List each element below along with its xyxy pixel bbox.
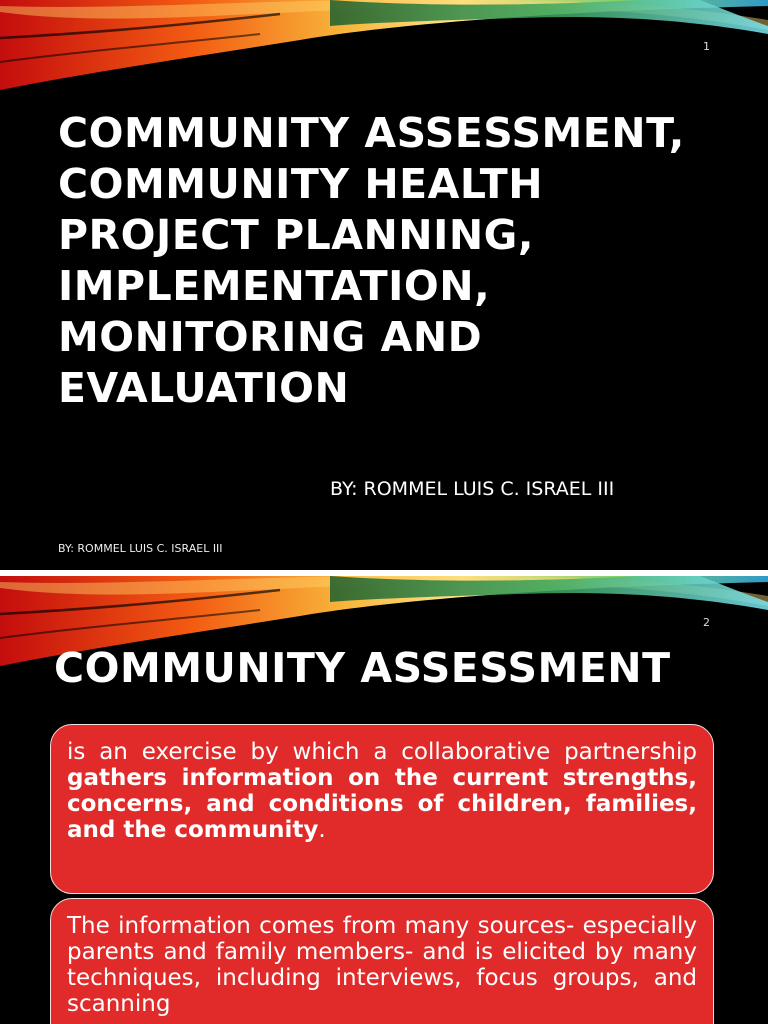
slide-title: COMMUNITY ASSESSMENT, COMMUNITY HEALTH PROJECT PLANNING, IMPLEMENTATION, MONITORING AND EVALUATION [58, 109, 685, 412]
definition-text-bold: gathers information on the current strengths, concerns, and conditions of children, families, and the community [67, 765, 697, 843]
slide-number: 1 [703, 40, 710, 53]
author-subtitle: BY: ROMMEL LUIS C. ISRAEL III [330, 478, 615, 500]
information-box [50, 898, 714, 1024]
slide-2 [0, 576, 768, 1024]
definition-text-end: . [318, 817, 326, 843]
information-text: The information comes from many sources- especially parents and family members- and is elicited by many techniques, including interviews, focus groups, and scanning [67, 913, 697, 1017]
decorative-swoosh-banner [0, 0, 768, 100]
definition-text-start: is an exercise by which a collaborative partnership [67, 739, 697, 765]
slide-footer: BY: ROMMEL LUIS C. ISRAEL III [58, 542, 223, 555]
definition-box [50, 724, 714, 894]
slide-heading: COMMUNITY ASSESSMENT [54, 644, 671, 692]
slide-number: 2 [703, 616, 710, 629]
